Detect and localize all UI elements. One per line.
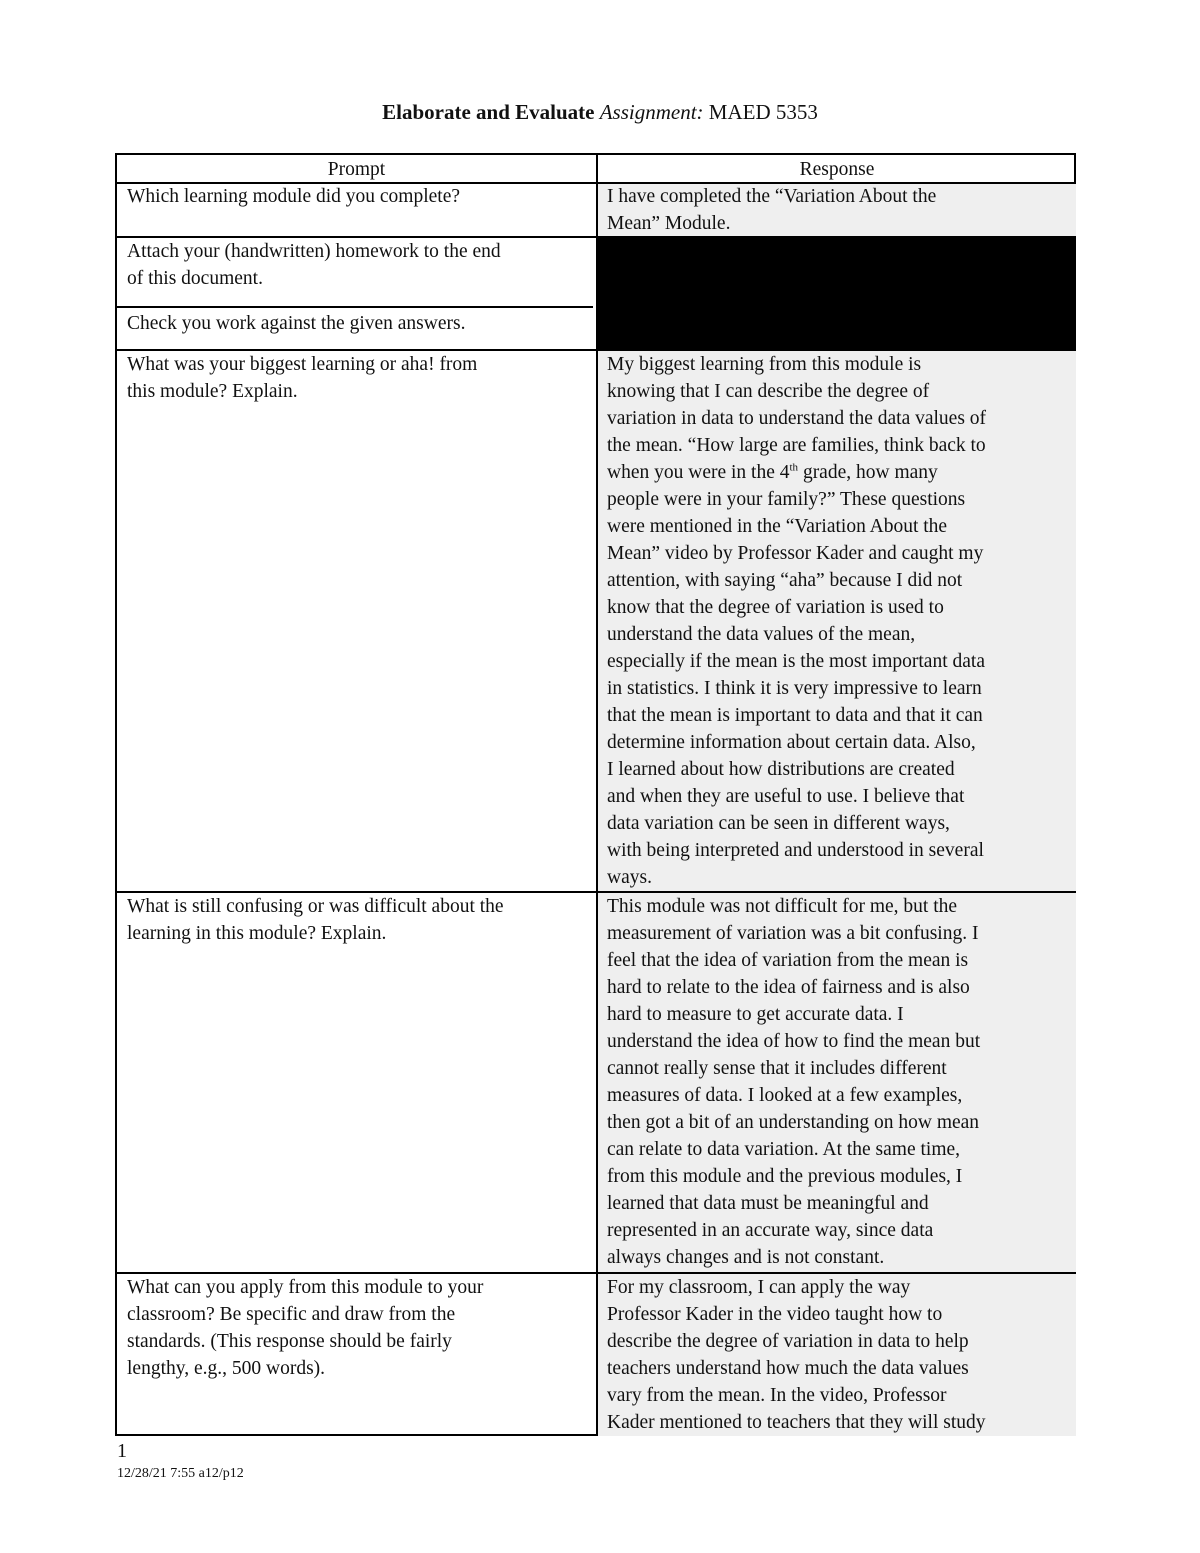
text-line: vary from the mean. In the video, Professor <box>607 1385 947 1406</box>
header-prompt: Prompt <box>327 159 386 180</box>
text-line: variation in data to understand the data values of <box>607 408 987 429</box>
text-line: from this module and the previous modules, I <box>607 1166 963 1187</box>
prompt-cell <box>127 310 465 337</box>
print-stamp: 12/28/21 7:55 a12/p12 <box>117 1466 244 1481</box>
text-line: then got a bit of an understanding on how mean <box>607 1112 980 1133</box>
text-line: knowing that I can describe the degree of <box>607 381 930 402</box>
text-line: attention, with saying “aha” because I did not <box>607 570 963 591</box>
text-line: and when they are useful to use. I believe that <box>607 786 965 807</box>
text-line: What can you apply from this module to your <box>127 1277 484 1298</box>
text-line: can relate to data variation. At the same time, <box>607 1139 961 1160</box>
text-line: feel that the idea of variation from the mean is <box>607 950 969 971</box>
text-line: classroom? Be specific and draw from the <box>127 1304 456 1325</box>
page-number: 1 <box>117 1440 127 1462</box>
title-bold: Elaborate and Evaluate <box>382 100 595 124</box>
text-line: the mean. “How large are families, think back to <box>607 435 986 456</box>
text-line: Check you work against the given answers. <box>127 313 466 334</box>
text-line: with being interpreted and understood in several <box>607 840 984 861</box>
response-cell <box>607 893 980 1271</box>
text-line: cannot really sense that it includes different <box>607 1058 947 1079</box>
prompt-cell <box>127 183 460 210</box>
superscript: th <box>789 461 799 474</box>
column-divider <box>596 155 598 1434</box>
text-line: determine information about certain data. Also, <box>607 732 976 753</box>
response-cell <box>607 183 936 237</box>
text-line: Mean” video by Professor Kader and caught my <box>607 543 984 564</box>
text-line: Kader mentioned to teachers that they will study <box>607 1412 986 1433</box>
prompt-cell <box>127 893 504 947</box>
text-line: describe the degree of variation in data to help <box>607 1331 969 1352</box>
text-line: measurement of variation was a bit confusing. I <box>607 923 979 944</box>
text-line: this module? Explain. <box>127 381 298 402</box>
text-line: of this document. <box>127 268 263 289</box>
title-course: MAED 5353 <box>708 100 818 124</box>
text-line: What was your biggest learning or aha! from <box>127 354 478 375</box>
text-line: teachers understand how much the data values <box>607 1358 969 1379</box>
prompt-cell <box>127 1274 483 1382</box>
text-line: Attach your (handwritten) homework to the end <box>127 241 501 262</box>
text-line: hard to relate to the idea of fairness and is also <box>607 977 970 998</box>
text-line: learning in this module? Explain. <box>127 923 387 944</box>
text-line: were mentioned in the “Variation About the <box>607 516 948 537</box>
text-line: I learned about how distributions are created <box>607 759 955 780</box>
text-line: I have completed the “Variation About the <box>607 186 937 207</box>
text-line: ways. <box>607 867 652 888</box>
text-line: Which learning module did you complete? <box>127 186 461 207</box>
text-line: that the mean is important to data and that it can <box>607 705 983 726</box>
redacted-block <box>598 238 1076 349</box>
text-line: people were in your family?” These questions <box>607 489 966 510</box>
response-cell <box>607 1274 986 1436</box>
text-line: My biggest learning from this module is <box>607 354 922 375</box>
text-line: learned that data must be meaningful and <box>607 1193 929 1214</box>
text-line: This module was not difficult for me, but the <box>607 896 958 917</box>
assignment-table <box>115 153 1076 1436</box>
text-line: measures of data. I looked at a few examples, <box>607 1085 963 1106</box>
text-line <box>607 459 986 486</box>
text-line: always changes and is not constant. <box>607 1247 885 1268</box>
text-line: lengthy, e.g., 500 words). <box>127 1358 326 1379</box>
title-italic: Assignment: <box>599 100 704 124</box>
text-line: especially if the mean is the most important data <box>607 651 985 672</box>
text-line: Professor Kader in the video taught how to <box>607 1304 943 1325</box>
header-response: Response <box>799 159 875 180</box>
text-fragment: grade, how many <box>798 462 938 483</box>
text-line: standards. (This response should be fairly <box>127 1331 452 1352</box>
text-line: For my classroom, I can apply the way <box>607 1277 911 1298</box>
text-line: data variation can be seen in different ways, <box>607 813 950 834</box>
prompt-cell <box>127 238 501 292</box>
text-line: know that the degree of variation is used to <box>607 597 944 618</box>
response-cell <box>607 351 986 891</box>
text-line: Mean” Module. <box>607 213 731 234</box>
text-line: represented in an accurate way, since data <box>607 1220 934 1241</box>
prompt-cell <box>127 351 477 405</box>
text-line: understand the idea of how to find the mean but <box>607 1031 981 1052</box>
text-line: What is still confusing or was difficult about the <box>127 896 504 917</box>
text-line: in statistics. I think it is very impressive to learn <box>607 678 982 699</box>
text-fragment: when you were in the 4 <box>607 462 790 483</box>
row-divider <box>117 306 593 308</box>
text-line: understand the data values of the mean, <box>607 624 916 645</box>
text-line: hard to measure to get accurate data. I <box>607 1004 904 1025</box>
page-title <box>0 100 1200 125</box>
